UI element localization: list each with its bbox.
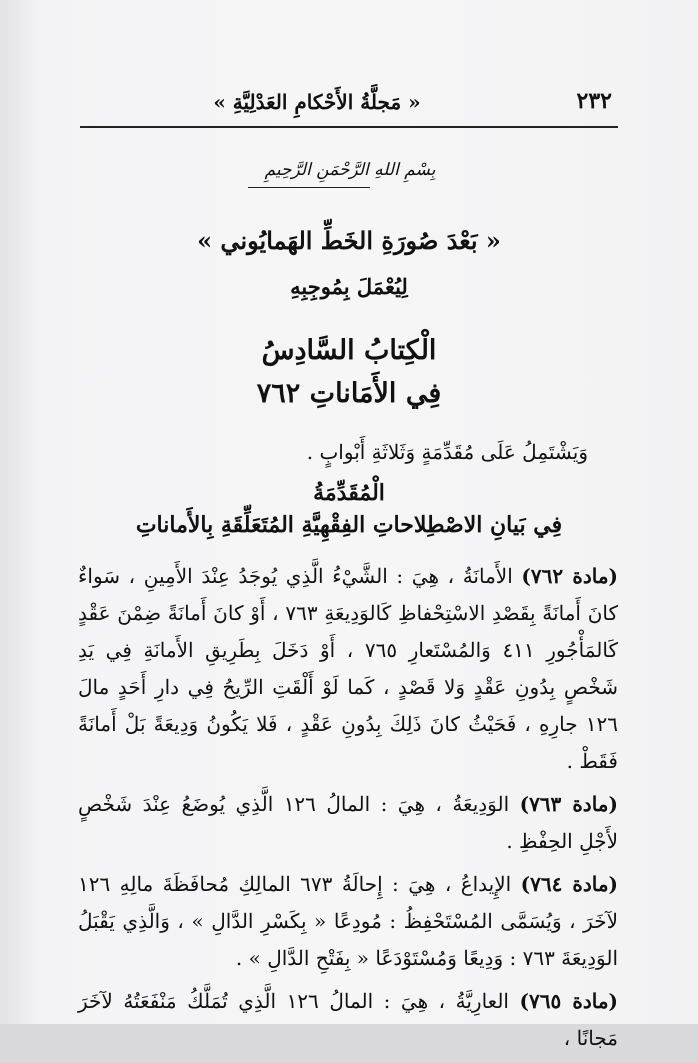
running-title: « مَجلَّةُ الأَحْكامِ العَدْلِيَّةِ » <box>213 90 421 114</box>
article-label: (مادة ٧٦٤) <box>520 872 619 896</box>
decree-title: « بَعْدَ صُورَةِ الخَطِّ الهَمايُوني » <box>197 226 501 255</box>
article-765 <box>78 983 618 1057</box>
book-title: الْكِتابُ السَّادِسُ <box>261 335 437 366</box>
article-762 <box>78 558 618 780</box>
basmala-flourish <box>248 187 370 188</box>
article-text: الأَمانَةُ ، هِيَ : الشَّيْءُ الَّذِي يُوجَدُ عِنْدَ الأَمِينِ ، سَواءٌ كانَ أَمانَةً بِقَصْدِ الاسْتِحْفاظِ كَالوَدِيعَةِ ٧٦٣ ، أَوْ كانَ أَمانَةً ضِمْنَ عَقْدٍ كَالمَأْجُورِ ٤١١ وَالمُسْتَعارِ ٧٦٥ ، أَوْ دَخَلَ بِطَرِيقِ الأَمانَةِ فِي يَدِ شَخْصٍ بِدُونِ عَقْدٍ وَلا قَصْدٍ ، كَما لَوْ أَلْقَتِ الرِّيحُ فِي دارِ أَحَدٍ مالَ ١٢٦ جارِهِ ، فَحَيْثُ كانَ ذَلِكَ بِدُونِ عَقْدٍ ، فَلا يَكُونُ وَدِيعَةً بَلْ أَمانَةً فَقَطْ . <box>78 564 619 773</box>
article-text: الوَدِيعَةُ ، هِيَ : المالُ ١٢٦ الَّذِي يُوضَعُ عِنْدَ شَخْصٍ لأَجْلِ الحِفْظِ . <box>78 792 618 853</box>
article-763 <box>78 786 618 860</box>
page-number: ٢٣٢ <box>576 88 612 114</box>
basmala <box>220 160 480 200</box>
article-label: (مادة ٧٦٣) <box>519 792 618 816</box>
page-header <box>82 86 612 120</box>
article-label: (مادة ٧٦٢) <box>521 564 618 588</box>
basmala-text: بِسْمِ اللهِ الرَّحْمَنِ الرَّحِيمِ <box>264 160 436 180</box>
article-label: (مادة ٧٦٥) <box>519 989 618 1013</box>
book-subject: فِي الأَمَاناتِ ٧٦٢ <box>256 378 442 409</box>
contents-note: وَيَشْتَمِلُ عَلَى مُقَدِّمَةٍ وَثَلاثَةِ أَبْوابٍ . <box>306 440 588 464</box>
introduction-subject: فِي بَيانِ الاصْطِلاحاتِ الفِقْهِيَّةِ المُتَعَلِّقَةِ بِالأَماناتِ <box>135 512 563 538</box>
implement-line: لِيُعْمَلَ بِمُوجِبِهِ <box>290 274 408 299</box>
article-text: الإِيداعُ ، هِيَ : إِحالَةُ ٦٧٣ المالِكِ مُحافَظَةَ مالِهِ ١٢٦ لآخَرَ ، وَيُسَمَّى المُسْتَحْفِظُ : مُودِعًا « بِكَسْرِ الدَّالِ » ، وَالَّذِي يَقْبَلُ الوَدِيعَةَ ٧٦٣ : وَدِيعًا وَمُسْتَوْدَعًا « بِفَتْحِ الدَّالِ » . <box>78 872 618 970</box>
article-text: العارِيَّةُ ، هِيَ : المالُ ١٢٦ الَّذِي تُمَلَّكُ مَنْفَعَتُهُ لآخَرَ مَجانًا ، <box>78 989 618 1050</box>
articles-body <box>78 558 618 1063</box>
header-rule <box>80 126 618 128</box>
introduction-heading: الْمُقَدِّمَةُ <box>313 480 385 506</box>
article-764 <box>78 866 618 977</box>
